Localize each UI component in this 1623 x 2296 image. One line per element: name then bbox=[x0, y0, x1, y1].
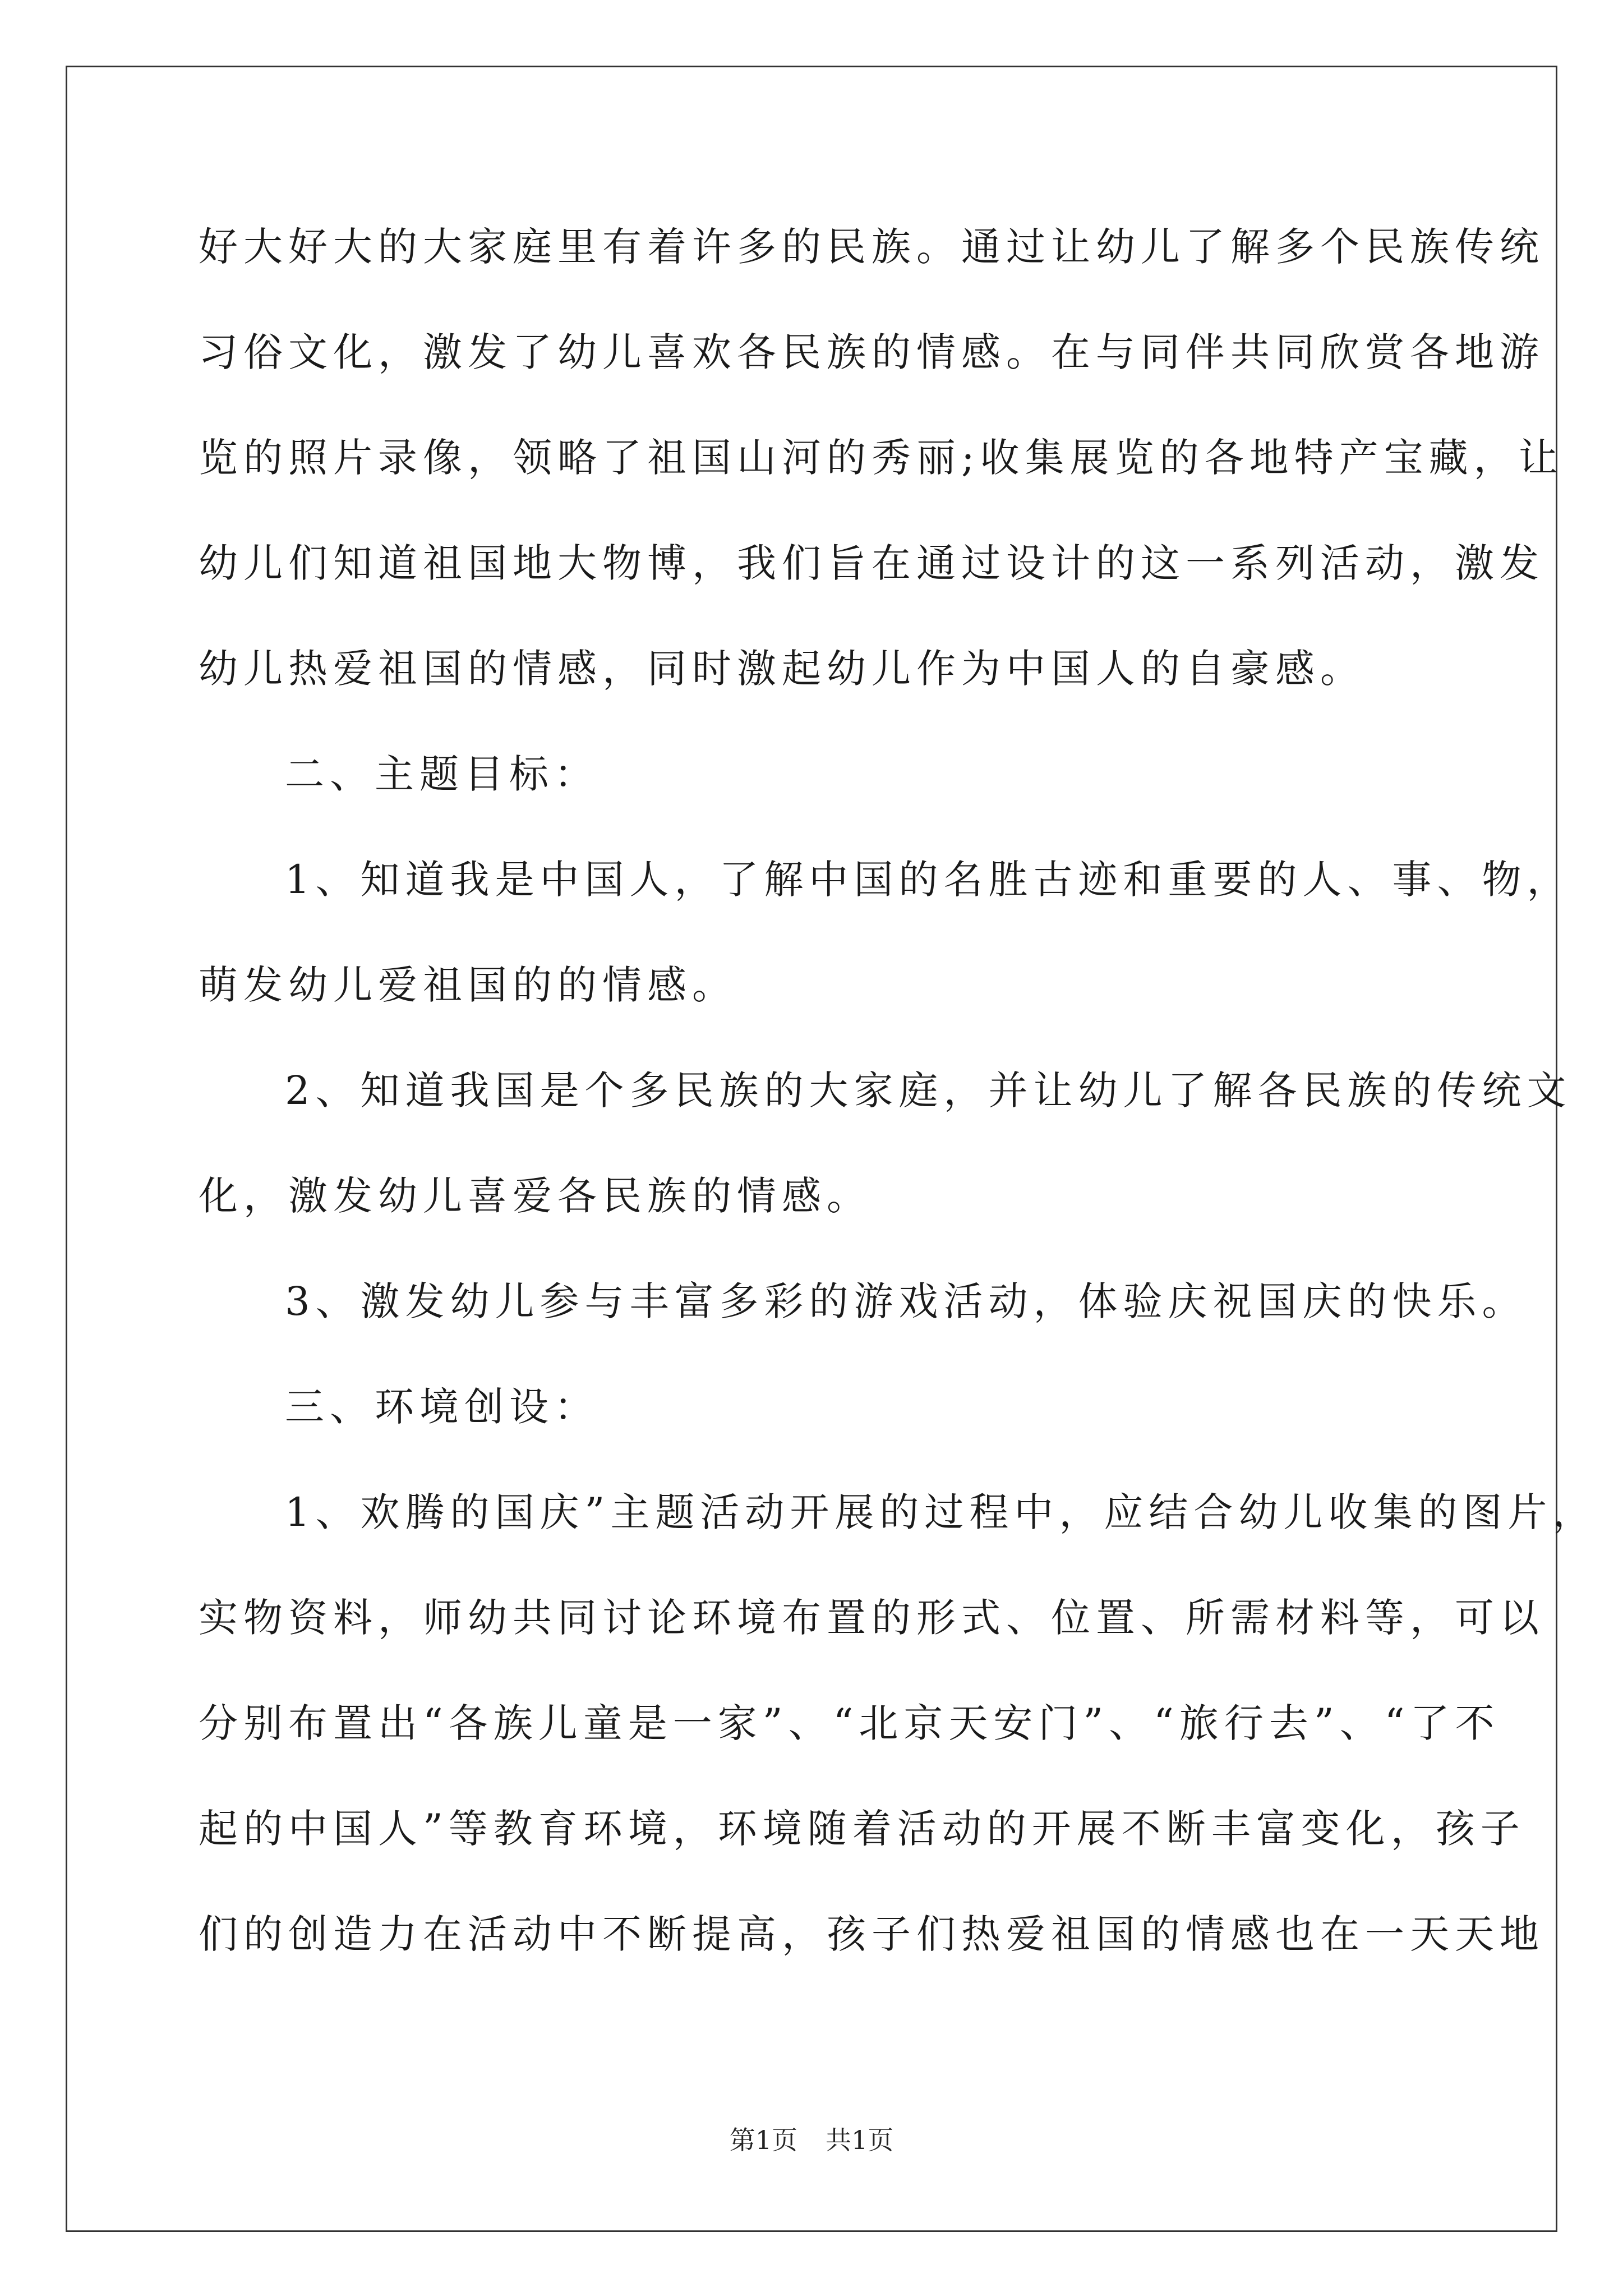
page-total: 共1页 bbox=[826, 2125, 894, 2155]
list-item: 1、知道我是中国人，了解中国的名胜古迹和重要的人、事、物， bbox=[285, 857, 1572, 903]
document-body bbox=[199, 216, 1598, 2009]
text-line: 幼儿们知道祖国地大物博，我们旨在通过设计的这一系列活动，激发 bbox=[199, 540, 1544, 586]
text-line: 习俗文化，激发了幼儿喜欢各民族的情感。在与同伴共同欣赏各地游 bbox=[199, 329, 1544, 375]
text-line: 化，激发幼儿喜爱各民族的情感。 bbox=[199, 1173, 872, 1219]
text-line: 好大好大的大家庭里有着许多的民族。通过让幼儿了解多个民族传统 bbox=[199, 224, 1544, 270]
text-line: 幼儿热爱祖国的情感，同时激起幼儿作为中国人的自豪感。 bbox=[199, 646, 1365, 692]
text-line: 览的照片录像，领略了祖国山河的秀丽;收集展览的各地特产宝藏，让 bbox=[199, 435, 1564, 481]
text-line: 们的创造力在活动中不断提高，孩子们热爱祖国的情感也在一天天地 bbox=[199, 1911, 1544, 1957]
list-item: 1、欢腾的国庆”主题活动开展的过程中，应结合幼儿收集的图片， bbox=[285, 1489, 1598, 1535]
section-heading: 三、环境创设： bbox=[285, 1384, 599, 1430]
list-item: 2、知道我国是个多民族的大家庭，并让幼儿了解各民族的传统文 bbox=[285, 1068, 1572, 1114]
page-number: 第1页 bbox=[729, 2125, 797, 2155]
text-line: 分别布置出“各族儿童是一家”、“北京天安门”、“旅行去”、“了不 bbox=[199, 1700, 1500, 1746]
text-line: 萌发幼儿爱祖国的的情感。 bbox=[199, 962, 737, 1008]
page-footer bbox=[0, 2123, 1623, 2157]
list-item: 3、激发幼儿参与丰富多彩的游戏活动，体验庆祝国庆的快乐。 bbox=[285, 1278, 1527, 1324]
section-heading: 二、主题目标： bbox=[285, 751, 599, 797]
text-line: 实物资料，师幼共同讨论环境布置的形式、位置、所需材料等，可以 bbox=[199, 1595, 1544, 1641]
text-line: 起的中国人”等教育环境，环境随着活动的开展不断丰富变化，孩子 bbox=[199, 1806, 1525, 1852]
